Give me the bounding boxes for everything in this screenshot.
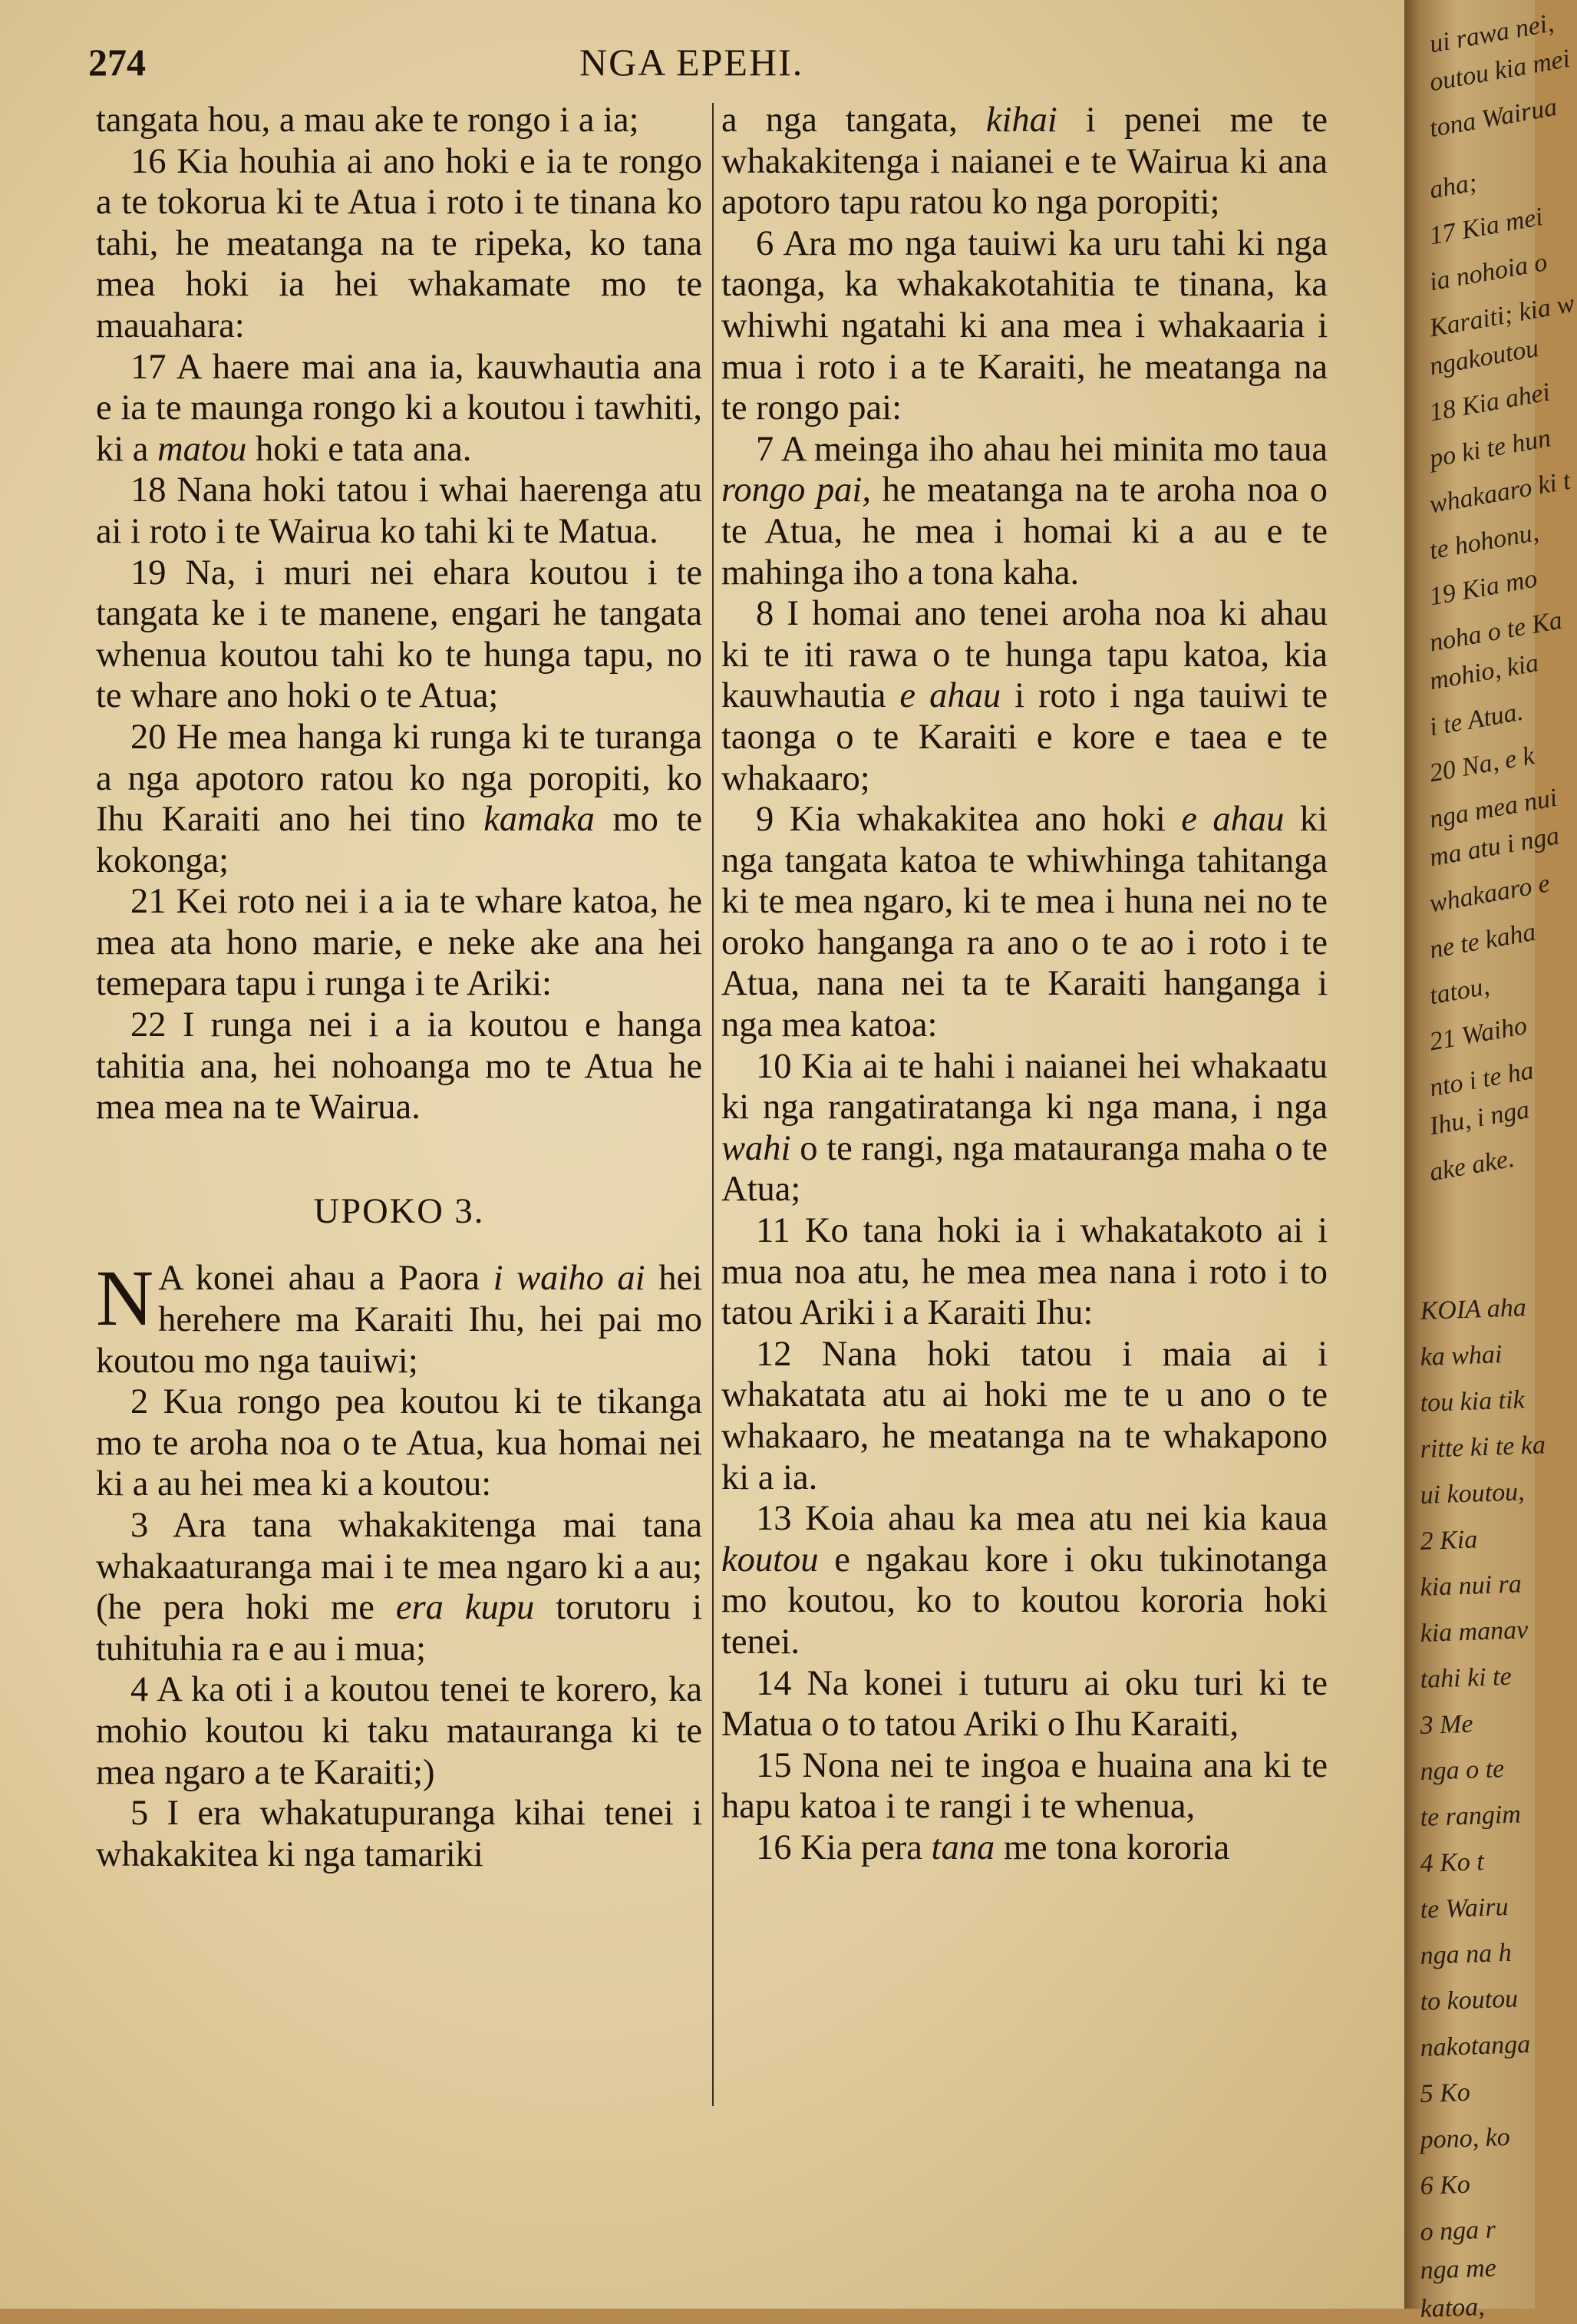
facing-page-text: ui rawa nei, [1427,8,1556,59]
chapter-heading: UPOKO 3. [313,1191,485,1231]
facing-page-text: 3 Me [1420,1709,1474,1740]
verse-text: 15 Nona nei te ingoa e huaina ana ki te hapu katoa i te rangi i te whenua, [721,1745,1328,1827]
facing-page-text: 18 Kia ahei [1427,378,1552,427]
running-title: NGA EPEHI. [579,41,804,84]
verse-text: 22 I runga nei i a ia koutou e hanga tahitia ana, hei nohoanga mo te Atua he mea mea na te Wairua. [96,1005,702,1127]
verse-text: 12 Nana hoki tatou i maia ai i whakatata atu ai hoki me te u ano o te whakaaro, he meatanga na te whakapono ki a ia. [721,1334,1328,1497]
verse-text: 18 Nana hoki tatou i whai haerenga atu ai i roto i te Wairua ko tahi ki te Matua. [96,470,702,551]
verse-text: 17 A haere mai ana ia, kauwhautia ana e ia te maunga rongo ki a koutou i tawhiti, ki a matou hoki e tata ana. [96,347,702,469]
verse-text: a nga tangata, kihai i penei me te whakakitenga i naianei e te Wairua ki ana apotoro tapu ratou ko nga poropiti; [721,101,1328,223]
facing-page-text: ritte ki te ka [1420,1431,1546,1464]
facing-page-text: po ki te hun [1427,424,1553,474]
facing-page-text: noha o te Ka [1427,606,1565,658]
facing-page-text: nakotanga [1420,2029,1531,2062]
verse-text: 11 Ko tana hoki ia i whakatakoto ai i mua noa atu, he mea mea nana i roto i to tatou Ariki i a Karaiti Ihu: [721,1211,1328,1333]
facing-page-text: katoa, [1420,2293,1486,2323]
verse-text: 16 Kia pera tana me tona kororia [756,1827,1230,1867]
verse-text: tangata hou, a mau ake te rongo i a ia; [96,101,639,140]
verse-text: 21 Kei roto nei i a ia te whare katoa, he mea ata hono marie, e neke ake ana hei temepara tapu i runga i te Ariki: [96,882,702,1004]
page-number: 274 [88,41,146,84]
facing-page-text: kia nui ra [1420,1570,1523,1602]
facing-page-text: i te Atua. [1427,697,1526,742]
facing-page-text: mohio, kia [1427,649,1541,696]
facing-page-text: te hohonu, [1427,518,1541,566]
facing-page-edge [1404,0,1577,2323]
right-column [721,100,1328,1869]
facing-page-text: Ihu, i nga [1427,1095,1532,1141]
facing-page-text: KOIA aha [1420,1293,1527,1325]
facing-page-text: aha; [1427,168,1480,205]
facing-page-text: nga me [1420,2253,1497,2285]
facing-page-text: Karaiti; kia w [1427,289,1577,343]
facing-page-text: o nga r [1420,2215,1496,2246]
verse-text: 14 Na konei i tuturu ai oku turi ki te Matua o to tatou Ariki o Ihu Karaiti, [721,1663,1328,1745]
facing-page-text: whakaaro ki t [1427,466,1573,520]
facing-page-text: 20 Na, e k [1427,741,1537,788]
verse-text: 2 Kua rongo pea koutou ki te tikanga mo te aroha noa o te Atua, kua homai nei ki a au hei mea ki a koutou: [96,1382,702,1504]
verse-text: 6 Ara mo nga tauiwi ka uru tahi ki nga taonga, ka whakakotahitia te tinana, ka whiwhi ngatahi ki ana mea i whakaaria i mua i roto i a te Karaiti, he meatanga na te rongo pai: [721,223,1328,428]
facing-page-text: nto i te ha [1427,1056,1536,1103]
verse-text: 16 Kia houhia ai ano hoki e ia te rongo a te tokorua ki te Atua i roto i te tinana ko tahi, he meatanga na te ripeka, ko tana mea hoki ia hei whakamate mo te mauahara: [96,141,702,345]
facing-page-text: 5 Ko [1420,2078,1471,2108]
facing-page-text: 2 Kia [1420,1525,1478,1556]
facing-page-text: whakaaro e [1427,869,1552,919]
facing-page-text: outou kia mei [1427,44,1572,97]
facing-page-text: 19 Kia mo [1427,564,1539,612]
facing-page-text: tahi ki te [1420,1662,1513,1694]
verse-text: 9 Kia whakakitea ano hoki e ahau ki nga tangata katoa te whiwhinga tahitanga ki te mea ngaro, ki te mea i huna nei no te oroko hanganga ra ano o te ao i roto i te Atua, nana nei ta te Karaiti hanganga i nga mea katoa: [721,800,1328,1045]
verse-text: 19 Na, i muri nei ehara koutou i te tangata ke i te manene, engari he tangata whenua koutou tahi ko te hunga tapu, no te whare ano hoki o te Atua; [96,553,702,716]
facing-page-text: nga o te [1420,1755,1505,1786]
facing-page-text: to koutou [1420,1984,1519,2016]
facing-page-text: ui koutou, [1420,1477,1526,1510]
verse-text: 13 Koia ahau ka mea atu nei kia kaua koutou e ngakau kore i oku tukinotanga mo koutou, ko to koutou kororia hoki tenei. [721,1499,1328,1662]
facing-page-text: te Wairu [1420,1892,1509,1924]
facing-page-text: ngakoutou [1427,334,1541,381]
page-header [88,40,1282,86]
facing-page-text: 17 Kia mei [1427,203,1546,251]
facing-page-text: kia manav [1420,1616,1529,1648]
verse-text: 7 A meinga iho ahau hei minita mo taua rongo pai, he meatanga na te aroha noa o te Atua, he mea i homai ki a au e te mahinga iho a tona kaha. [721,429,1328,593]
facing-page-text: nga na h [1420,1938,1513,1970]
facing-page-text: 4 Ko t [1420,1847,1485,1878]
verse-text: 10 Kia ai te hahi i naianei hei whakaatu ki nga rangatiratanga ki nga mana, i nga wahi o te rangi, nga matauranga maha o te Atua; [721,1046,1328,1210]
facing-page-text: 6 Ko [1420,2170,1471,2200]
facing-page-text: pono, ko [1420,2122,1511,2154]
facing-page-text: te rangim [1420,1800,1522,1832]
facing-page-text: nga mea nui [1427,783,1559,834]
column-divider [712,103,714,2106]
left-column [96,100,702,1875]
verse-text: 3 Ara tana whakakitenga mai tana whakaaturanga mai i te mea ngaro ki a au; (he pera hoki me era kupu torutoru i tuhituhia ra e au i mua; [96,1506,703,1669]
drop-cap: N [96,1254,154,1343]
facing-page-text: ia nohoia o [1427,248,1549,297]
verse-text: 20 He mea hanga ki runga ki te turanga a nga apotoro ratou ko nga poropiti, ko Ihu Karaiti ano hei tino kamaka mo te kokonga; [96,717,703,880]
facing-page-text: tona Wairua [1427,92,1559,144]
facing-page-text: ma atu i nga [1427,821,1562,873]
facing-page-text: ka whai [1420,1340,1503,1372]
facing-page-text: tatou, [1427,972,1492,1011]
facing-page-text: tou kia tik [1420,1385,1526,1418]
verse-text: 8 I homai ano tenei aroha noa ki ahau ki te iti rawa o te hunga tapu katoa, kia kauwhautia e ahau i roto i nga tauiwi te taonga o te Karaiti e kore e taea e te whakaaro; [721,594,1328,798]
facing-page-text: 21 Waiho [1427,1011,1529,1057]
facing-page-text: ake ake. [1427,1144,1517,1187]
verse-text: 5 I era whakatupuranga kihai tenei i whakakitea ki nga tamariki [96,1794,702,1874]
verse-text: 4 A ka oti i a koutou tenei te korero, ka mohio koutou ki taku matauranga ki te mea ngaro a te Karaiti;) [96,1670,702,1792]
facing-page-text: ne te kaha [1427,917,1539,965]
verse-text: N A konei ahau a Paora i waiho ai hei herehere ma Karaiti Ihu, hei pai mo koutou mo nga tauiwi; [96,1254,703,1381]
